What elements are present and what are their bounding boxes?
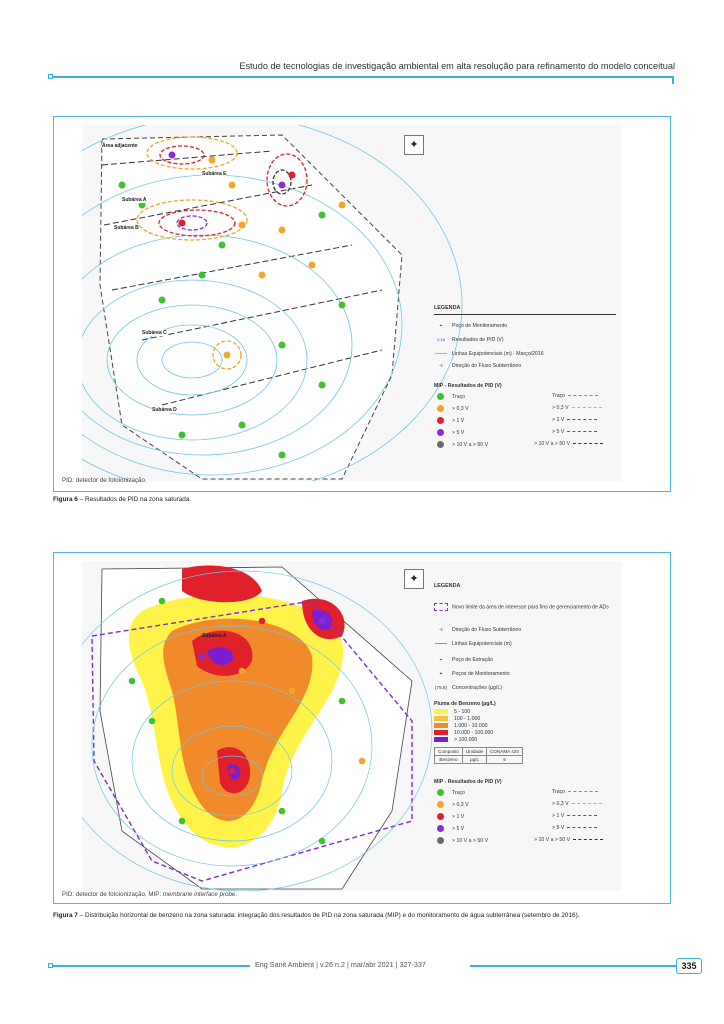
footer-citation: Eng Sanit Ambient | v.26 n.2 | mar/abr 2021 | 327-337: [255, 960, 426, 969]
flow-direction-arrow-icon: ➜: [438, 363, 444, 369]
footer-rule-left: [52, 965, 250, 967]
footer-rule-right: [470, 965, 676, 967]
mip-line-item: > 1 V: [552, 813, 597, 819]
figure-6-note: PID: detector de fotoionização.: [62, 477, 147, 484]
plume-item: 1.000 - 10.000: [434, 723, 487, 729]
legend-title: LEGENDA: [434, 583, 461, 589]
pid-value-icon: 0,18: [437, 337, 445, 342]
figure-7-map: [82, 561, 622, 891]
legend-title: LEGENDA: [434, 305, 616, 315]
mip-item: > 0,3 V: [434, 801, 469, 808]
mip-item: > 0,3 V: [434, 405, 469, 412]
figure-6-map: [82, 125, 622, 481]
figure-7-caption-text: – Distribuição horizontal de benzeno na zona saturada: integração dos resultados de PID na zona saturada (MIP) e do monitoramento de água subterrânea (setembro de 2016).: [77, 912, 580, 919]
page-number: 335: [676, 958, 702, 974]
figure-6-caption-text: – Resultados de PID na zona saturada.: [77, 496, 192, 503]
figure-7-caption-label: Figura 7: [53, 912, 78, 919]
map-label-subarea-c: Subárea C: [142, 330, 167, 336]
legend-item: ⌖ Poços de Monitoramento: [434, 671, 510, 678]
figure-6-caption: [53, 496, 671, 505]
header-rule-start-marker: [48, 74, 53, 79]
mip-item: > 10 V a > 50 V: [434, 441, 488, 448]
legend-item: ⌖ Poço de Monitoramento: [434, 323, 507, 330]
mip-item: > 10 V a > 50 V: [434, 837, 488, 844]
mip-item: > 5 V: [434, 429, 464, 436]
figure-6-legend: [434, 305, 622, 448]
mip-line-item: > 1 V: [552, 417, 597, 423]
legend-item: 0,18 Resultados de PID (V): [434, 337, 504, 343]
footer-rule-start-marker: [48, 963, 53, 968]
figure-7-caption: [53, 912, 671, 921]
map-label-subarea-d: Subárea D: [152, 407, 177, 413]
legend-item: Linhas Equipotenciais (m): [434, 641, 512, 647]
boundary-line-icon: [434, 603, 448, 611]
header-rule: [52, 76, 674, 78]
mip-legend-title: MIP - Resultados de PID (V): [434, 779, 502, 785]
mip-line-item: > 10 V a > 50 V: [534, 837, 603, 843]
conama-table: Composto Unidade CONAMA 420 Benzeno µg/L 5: [434, 747, 523, 764]
conama-table-wrap: [434, 747, 523, 764]
map-label-area-adjacente: Área adjacente: [102, 143, 138, 149]
map-label-subarea-a: Subárea A: [202, 633, 227, 639]
figure-6-map-drawing: [82, 125, 622, 481]
plume-item: 10.000 - 100.000: [434, 730, 493, 736]
equipotential-line-icon: [434, 351, 448, 357]
equipotential-line-icon: [434, 641, 448, 647]
plume-item: > 100.000: [434, 737, 477, 743]
mip-item: > 1 V: [434, 417, 464, 424]
mip-legend-title: MIP - Resultados de PID (V): [434, 383, 502, 389]
north-arrow-icon: ✦: [404, 569, 424, 589]
legend-item: Novo limite da área de interesse para fins de gerenciamento de ADs: [434, 603, 614, 611]
mip-item: > 5 V: [434, 825, 464, 832]
map-label-subarea-a: Subárea A: [122, 197, 147, 203]
header-rule-end-tick: [672, 76, 674, 84]
concentration-label-icon: (75,8): [434, 685, 447, 690]
legend-item: Linhas Equipotenciais (m) - Março/2016: [434, 351, 544, 357]
legend-item: ➜ Direção do Fluxo Subterrâneo: [434, 627, 521, 633]
map-label-subarea-e: Subárea E: [202, 171, 227, 177]
figure-6-frame: [53, 116, 671, 492]
figure-7-legend: [434, 583, 622, 844]
legend-item: ⌖ Poço de Extração: [434, 657, 493, 664]
north-arrow-icon: ✦: [404, 135, 424, 155]
mip-line-item: > 0,3 V: [552, 801, 602, 807]
map-label-subarea-b: Subárea B: [114, 225, 139, 231]
mip-line-item: > 0,3 V: [552, 405, 602, 411]
figure-6-caption-label: Figura 6: [53, 496, 78, 503]
legend-item: (75,8) Concentrações (µg/L): [434, 685, 502, 691]
monitoring-well-icon: ⌖: [439, 323, 443, 329]
figure-7-frame: [53, 552, 671, 904]
mip-line-item: Traço: [552, 789, 598, 795]
extraction-well-icon: ⌖: [439, 657, 443, 663]
mip-line-item: > 10 V a > 50 V: [534, 441, 603, 447]
monitoring-well-icon: ⌖: [439, 671, 443, 677]
mip-item: Traço: [434, 393, 465, 400]
mip-line-item: Traço: [552, 393, 598, 399]
running-title: Estudo de tecnologias de investigação ambiental em alta resolução para refinamento do modelo conceitual: [239, 61, 675, 71]
mip-item: Traço: [434, 789, 465, 796]
plume-item: 5 - 100: [434, 709, 470, 715]
figure-7-note: PID: detector de fotoionização, MIP: membrane interface probe.: [62, 891, 238, 898]
legend-item: ➜ Direção do Fluxo Subterrâneo: [434, 363, 521, 369]
flow-direction-arrow-icon: ➜: [438, 627, 444, 633]
plume-legend-title: Pluma de Benzeno (µg/L): [434, 701, 496, 707]
mip-item: > 1 V: [434, 813, 464, 820]
plume-item: 100 - 1.000: [434, 716, 480, 722]
mip-line-item: > 5 V: [552, 825, 597, 831]
mip-line-item: > 5 V: [552, 429, 597, 435]
